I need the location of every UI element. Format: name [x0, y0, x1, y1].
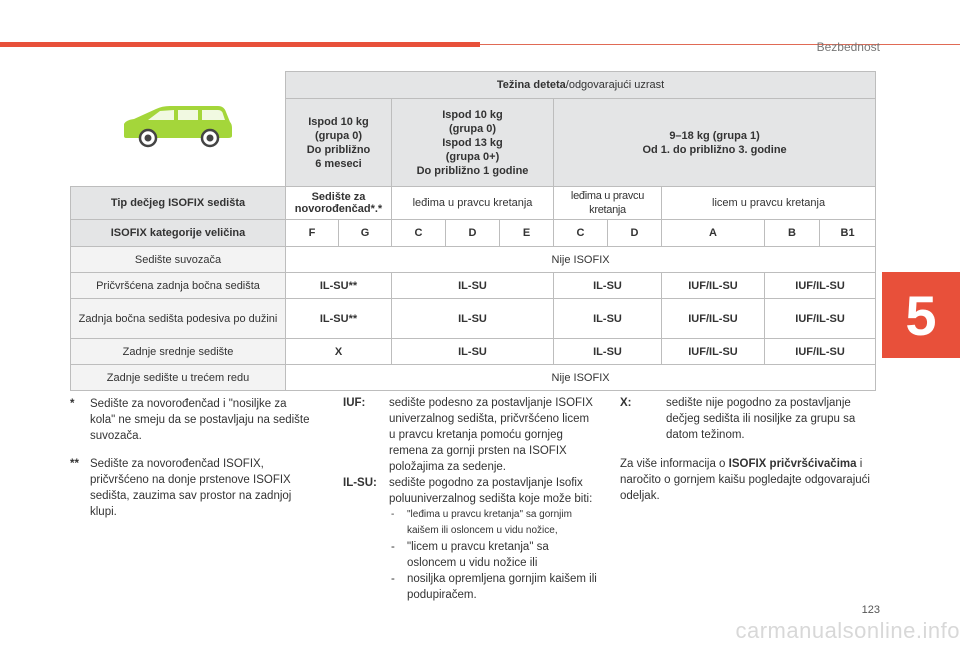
- size-class-cell: A: [662, 220, 765, 247]
- size-class-cell: B1: [820, 220, 876, 247]
- group-3-line: Od 1. do približno 3. godine: [642, 143, 787, 156]
- info-note: [620, 456, 875, 504]
- watermark: carmanualsonline.info: [735, 618, 960, 643]
- footnote-double: [70, 456, 310, 520]
- weight-header-rest: /odgovarajući uzrast: [565, 79, 665, 91]
- row-label-third-row: Zadnje sedište u trećem redu: [71, 365, 286, 391]
- type-cell-infant: Sedište za novorođenčad*.*: [286, 187, 392, 220]
- group-1-line: Do približno: [306, 143, 371, 156]
- legend-ilsu: [343, 475, 598, 603]
- table-cell: IUF/IL-SU: [662, 273, 765, 299]
- row-label-seat-type: Tip dečjeg ISOFIX sedišta: [71, 187, 286, 220]
- table-cell: IUF/IL-SU: [662, 339, 765, 365]
- chapter-tab: 5: [882, 272, 960, 358]
- table-cell: IUF/IL-SU: [765, 339, 876, 365]
- group-1-line: (grupa 0): [314, 129, 363, 142]
- size-class-cell: F: [286, 220, 339, 247]
- car-illustration-cell: [71, 72, 286, 187]
- type-cell-rear-facing: leđima u pravcu kretanja: [392, 187, 554, 220]
- legend-list: [389, 507, 598, 603]
- table-cell: IUF/IL-SU: [662, 299, 765, 339]
- group-cell-1: [286, 99, 392, 187]
- group-3-line: 9–18 kg (grupa 1): [669, 129, 760, 142]
- list-item: - "licem u pravcu kretanja" sa osloncem u vidu nožice ili: [389, 539, 598, 571]
- table-cell: IL-SU: [392, 299, 554, 339]
- footnote-single: [70, 396, 310, 444]
- row-label-adjustable-rear-side: Zadnja bočna sedišta podesiva po dužini: [71, 299, 286, 339]
- size-class-cell: D: [608, 220, 662, 247]
- legend-iuf: [343, 395, 598, 475]
- type-cell-forward-facing: licem u pravcu kretanja: [662, 187, 876, 220]
- footnote-mark: **: [70, 458, 79, 470]
- row-label-rear-middle: Zadnje srednje sedište: [71, 339, 286, 365]
- row-label-size-class: ISOFIX kategorije veličina: [71, 220, 286, 247]
- group-2-line: Ispod 13 kg: [442, 136, 503, 149]
- weight-header-bold: Težina deteta: [496, 79, 566, 91]
- table-cell: IL-SU: [554, 273, 662, 299]
- table-cell: IL-SU: [392, 273, 554, 299]
- footnote-text: Sedište za novorođenčad ISOFIX, pričvršćeno na donje prstenove ISOFIX sedišta, zauzima sav prostor na zadnjoj klupi.: [90, 458, 292, 518]
- size-class-cell: G: [339, 220, 392, 247]
- size-class-cell: E: [500, 220, 554, 247]
- size-class-cell: C: [392, 220, 446, 247]
- legend-x: [620, 395, 875, 443]
- weight-header: [286, 72, 876, 99]
- group-2-line: (grupa 0+): [445, 150, 500, 163]
- isofix-table: [70, 71, 876, 391]
- legend-definition: sedište pogodno za postavljanje Isofix poluuniverzalnog sedišta koje može biti:: [389, 477, 593, 505]
- group-1-line: Ispod 10 kg: [308, 115, 369, 128]
- table-cell: IL-SU: [554, 299, 662, 339]
- row-label-passenger-seat: Sedište suvozača: [71, 247, 286, 273]
- group-cell-2: [392, 99, 554, 187]
- legend-term: X:: [620, 397, 632, 409]
- car-icon: [118, 102, 238, 152]
- info-note-bold: ISOFIX pričvršćivačima: [728, 458, 857, 470]
- passenger-seat-value: Nije ISOFIX: [286, 247, 876, 273]
- group-cell-3: [554, 99, 876, 187]
- group-1-line: 6 meseci: [315, 157, 362, 170]
- info-note-pre: Za više informacija o: [620, 458, 729, 470]
- header-rule: [480, 44, 960, 45]
- legend-definition: sedište nije pogodno za postavljanje dečjeg sedišta ili nosiljke za grupu sa datom težinom.: [666, 397, 856, 441]
- table-cell: IL-SU**: [286, 273, 392, 299]
- legend-definition: sedište podesno za postavljanje ISOFIX univerzalnog sedišta, pričvršćeno licem u pravcu kretanja pomoću gornjeg remena za gornji prsten na ISOFIX položajima za sedenje.: [389, 397, 593, 473]
- footnote-mark: *: [70, 398, 75, 410]
- size-class-cell: B: [765, 220, 820, 247]
- table-cell: IUF/IL-SU: [765, 299, 876, 339]
- list-item: - nosiljka opremljena gornjim kaišem ili podupiračem.: [389, 571, 598, 603]
- third-row-value: Nije ISOFIX: [286, 365, 876, 391]
- size-class-cell: D: [446, 220, 500, 247]
- footnote-text: Sedište za novorođenčad i "nosiljke za kola" ne smeju da se postavljaju na sedište suvozača.: [90, 398, 310, 442]
- table-cell: IL-SU: [554, 339, 662, 365]
- table-cell: IUF/IL-SU: [765, 273, 876, 299]
- group-2-line: Ispod 10 kg: [442, 108, 503, 121]
- table-cell: IL-SU: [392, 339, 554, 365]
- type-cell-rear-facing-2: leđima u pravcu kretanja: [554, 187, 662, 220]
- group-2-line: Do približno 1 godine: [416, 164, 529, 177]
- list-item: - "leđima u pravcu kretanja" sa gornjim kaišem ili osloncem u vidu nožice,: [389, 507, 598, 539]
- legend-term: IUF:: [343, 397, 366, 409]
- row-label-fixed-rear-side: Pričvršćena zadnja bočna sedišta: [71, 273, 286, 299]
- page-number: 123: [861, 604, 880, 616]
- table-cell: X: [286, 339, 392, 365]
- section-title: Bezbednost: [816, 40, 880, 54]
- header-accent-bar: [0, 42, 480, 47]
- size-class-cell: C: [554, 220, 608, 247]
- table-cell: IL-SU**: [286, 299, 392, 339]
- info-note-post: i naročito o gornjem kaišu pogledajte odgovarajući odeljak.: [620, 458, 870, 502]
- group-2-line: (grupa 0): [448, 122, 497, 135]
- legend-term: IL-SU:: [343, 477, 377, 489]
